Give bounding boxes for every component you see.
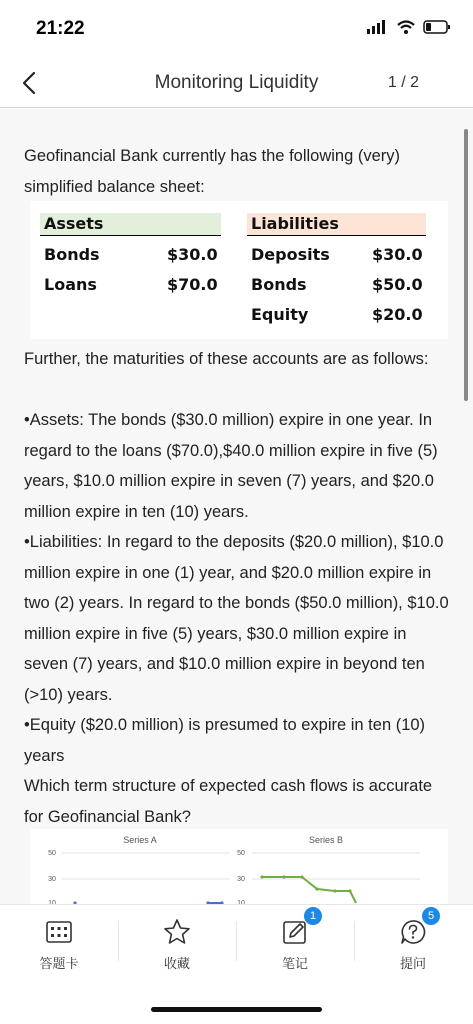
liabilities-maturity-bullet: •Liabilities: In regard to the deposits ($20.0 million), $10.0 million expire in one (1) year, and $20.0 million expire in two (2) years. In regard to the bonds ($50.0 million), $10.0 million expire in five (5) years, $30.0 million expire in seven (7) years, and $10.0 million expire in beyond ten (>10) years. <box>24 533 449 704</box>
bottom-tab-bar <box>0 904 473 1024</box>
chart-b-point <box>260 875 263 878</box>
balance-sheet-table <box>30 201 448 339</box>
status-icons <box>367 20 451 34</box>
tab-favorite[interactable] <box>118 917 236 972</box>
chart-b-ytick: 30 <box>237 876 245 883</box>
chart-a-ytick: 50 <box>48 850 56 857</box>
answer-charts <box>30 829 448 904</box>
chart-a-ytick: 30 <box>48 876 56 883</box>
tab-label: 收藏 <box>163 956 190 971</box>
tab-ask-question[interactable] <box>354 910 472 972</box>
notes-badge: 1 <box>304 907 322 925</box>
assets-maturity-bullet: •Assets: The bonds ($30.0 million) expire in one year. In regard to the loans ($70.0),$40.0 million expire in five (5) years, $10.0 million expire in seven (7) years, and $20.0 million expire in ten (10) years. <box>24 411 438 521</box>
tab-notes[interactable] <box>236 910 354 972</box>
chart-b-point <box>315 887 318 890</box>
question-prompt: Which term structure of expected cash flows is accurate for Geofinancial Bank? <box>24 777 433 826</box>
status-time: 21:22 <box>36 18 85 39</box>
asset-value: $30.0 <box>167 245 218 264</box>
chart-b-point <box>348 889 351 892</box>
questions-badge: 5 <box>422 907 440 925</box>
liability-label: Equity <box>251 305 309 324</box>
battery-icon <box>423 20 451 34</box>
answer-card-icon <box>44 917 74 947</box>
liabilities-header: Liabilities <box>251 214 339 233</box>
asset-value: $70.0 <box>167 275 218 294</box>
equity-maturity-bullet: •Equity ($20.0 million) is presumed to expire in ten (10) years <box>24 716 426 765</box>
scrollbar[interactable] <box>464 129 468 401</box>
star-icon <box>162 917 192 947</box>
question-content[interactable] <box>0 109 473 904</box>
page-indicator: 1 / 2 <box>387 74 419 91</box>
question-icon <box>398 910 435 947</box>
status-bar <box>0 0 473 60</box>
chart-b-ytick: 50 <box>237 850 245 857</box>
wifi-icon <box>397 20 415 34</box>
signal-icon <box>367 20 389 34</box>
page-title: Monitoring Liquidity <box>154 72 319 93</box>
tab-label: 提问 <box>399 956 426 971</box>
asset-label: Bonds <box>44 245 100 264</box>
nav-bar <box>0 60 473 108</box>
liability-value: $50.0 <box>372 275 423 294</box>
liability-label: Bonds <box>251 275 307 294</box>
chart-a-title: Series A <box>123 835 157 845</box>
chart-a-ytick: 10 <box>48 900 56 904</box>
note-icon <box>280 910 317 947</box>
question-intro: Geofinancial Bank currently has the following (very) simplified balance sheet: <box>24 147 401 196</box>
liability-value: $30.0 <box>372 245 423 264</box>
liability-label: Deposits <box>251 245 330 264</box>
tab-label: 答题卡 <box>39 956 79 971</box>
chart-b-point <box>300 875 303 878</box>
chart-b-point <box>333 889 336 892</box>
asset-label: Loans <box>44 275 97 294</box>
assets-header: Assets <box>44 214 104 233</box>
home-indicator[interactable] <box>151 1007 322 1012</box>
chart-b-ytick: 10 <box>237 900 245 904</box>
tab-answer-card[interactable] <box>0 917 118 972</box>
charts-svg <box>30 829 448 904</box>
chart-b-title: Series B <box>308 835 344 845</box>
chart-b-line <box>262 877 356 903</box>
chart-b-point <box>282 875 285 878</box>
maturities-intro: Further, the maturities of these accounts are as follows: <box>24 350 429 368</box>
liability-value: $20.0 <box>372 305 423 324</box>
tab-label: 笔记 <box>281 956 308 971</box>
